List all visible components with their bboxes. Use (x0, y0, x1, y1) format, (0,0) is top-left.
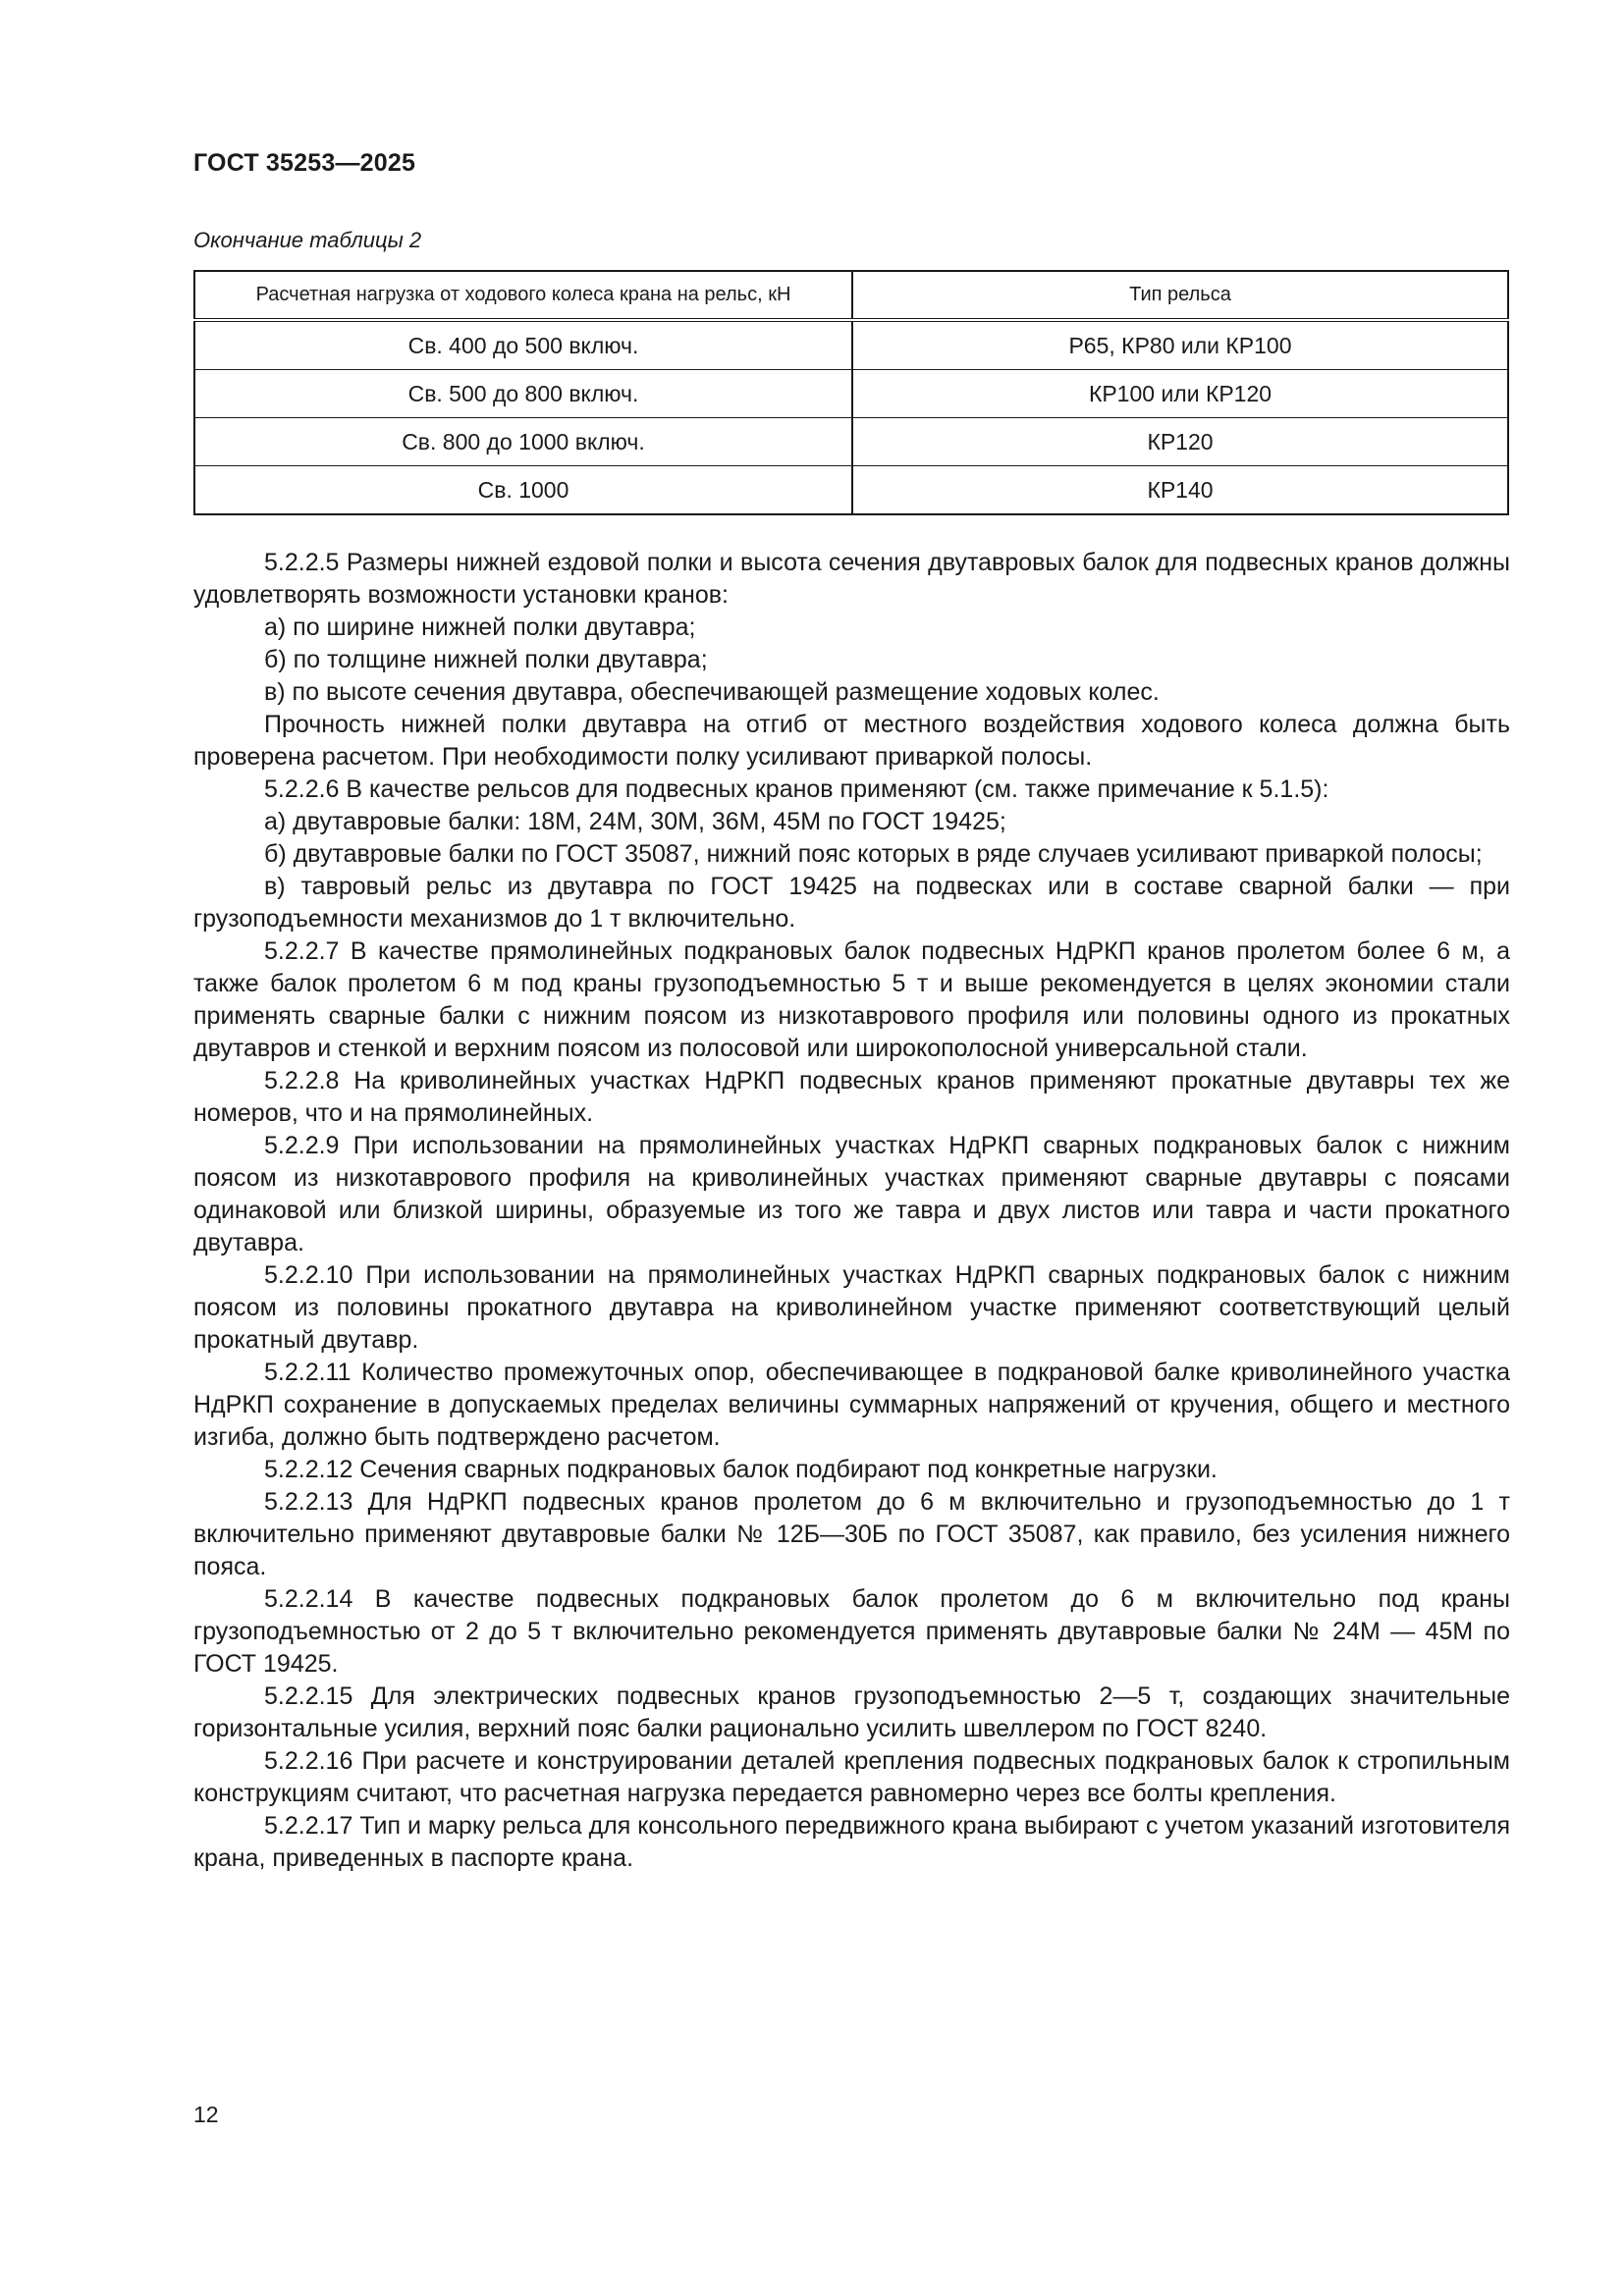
table-row (194, 370, 1508, 418)
table-cell-rail-type: КР140 (852, 466, 1508, 515)
table-row (194, 466, 1508, 515)
body-text (193, 547, 1510, 1875)
table-cell-rail-type: Р65, КР80 или КР100 (852, 320, 1508, 370)
table-caption: Окончание таблицы 2 (193, 228, 422, 252)
table-header-row (194, 271, 1508, 320)
document-header: ГОСТ 35253—2025 (193, 149, 416, 177)
paragraph: 5.2.2.8 На криволинейных участках НдРКП подвесных кранов применяют прокатные двутавры тех же номеров, что и на прямолинейных. (193, 1067, 1510, 1127)
paragraph: 5.2.2.16 При расчете и конструировании деталей крепления подвесных подкрановых балок к стропильным конструкциям считают, что расчетная нагрузка передается равномерно через все болты крепления. (193, 1747, 1510, 1807)
table-cell-load: Св. 500 до 800 включ. (194, 370, 852, 418)
paragraph: 5.2.2.9 При использовании на прямолинейных участках НдРКП сварных подкрановых балок с нижним поясом из низкотаврового профиля на криволинейных участках применяют сварные двутавры с поясами одинаковой или близкой ширины, образуемые из того же тавра и двух листов или тавра и части прокатного двутавра. (193, 1132, 1510, 1256)
rail-type-table (193, 270, 1509, 515)
column-header-load: Расчетная нагрузка от ходового колеса крана на рельс, кН (194, 271, 852, 320)
paragraph: в) по высоте сечения двутавра, обеспечивающей размещение ходовых колес. (264, 678, 1160, 706)
table-cell-rail-type: КР120 (852, 418, 1508, 466)
page-number: 12 (193, 2102, 219, 2127)
paragraph: 5.2.2.5 Размеры нижней ездовой полки и высота сечения двутавровых балок для подвесных кранов должны удовлетворять возможности установки кранов: (193, 549, 1510, 609)
paragraph: Прочность нижней полки двутавра на отгиб от местного воздействия ходового колеса должна быть проверена расчетом. При необходимости полку усиливают приваркой полосы. (193, 711, 1510, 771)
table-cell-rail-type: КР100 или КР120 (852, 370, 1508, 418)
table-cell-load: Св. 1000 (194, 466, 852, 515)
paragraph: б) по толщине нижней полки двутавра; (264, 646, 708, 673)
paragraph: 5.2.2.15 Для электрических подвесных кранов грузоподъемностью 2—5 т, создающих значительные горизонтальные усилия, верхний пояс балки рационально усилить швеллером по ГОСТ 8240. (193, 1682, 1510, 1742)
table-cell-load: Св. 800 до 1000 включ. (194, 418, 852, 466)
paragraph: 5.2.2.11 Количество промежуточных опор, обеспечивающее в подкрановой балке криволинейного участка НдРКП сохранение в допускаемых пределах величины суммарных напряжений от кручения, общего и местного изгиба, должно быть подтверждено расчетом. (193, 1359, 1510, 1451)
table-row (194, 418, 1508, 466)
paragraph: 5.2.2.6 В качестве рельсов для подвесных кранов применяют (см. также примечание к 5.1.5): (264, 775, 1329, 803)
paragraph: в) тавровый рельс из двутавра по ГОСТ 19425 на подвесках или в составе сварной балки — при грузоподъемности механизмов до 1 т включительно. (193, 873, 1510, 933)
paragraph: 5.2.2.7 В качестве прямолинейных подкрановых балок подвесных НдРКП кранов пролетом более 6 м, а также балок пролетом 6 м под краны грузоподъемностью 5 т и выше рекомендуется в целях экономии стали применять сварные балки с нижним поясом из низкотаврового профиля или половины одного из прокатных двутавров и стенкой и верхним поясом из полосовой или широкополосной универсальной стали. (193, 937, 1510, 1062)
paragraph: а) двутавровые балки: 18М, 24М, 30М, 36М, 45М по ГОСТ 19425; (264, 808, 1006, 835)
paragraph: 5.2.2.17 Тип и марку рельса для консольного передвижного крана выбирают с учетом указаний изготовителя крана, приведенных в паспорте крана. (193, 1812, 1510, 1872)
paragraph: б) двутавровые балки по ГОСТ 35087, нижний пояс которых в ряде случаев усиливают приваркой полосы; (264, 840, 1483, 868)
paragraph: 5.2.2.10 При использовании на прямолинейных участках НдРКП сварных подкрановых балок с нижним поясом из половины прокатного двутавра на криволинейном участке применяют соответствующий целый прокатный двутавр. (193, 1261, 1510, 1354)
column-header-rail-type: Тип рельса (852, 271, 1508, 320)
paragraph: 5.2.2.14 В качестве подвесных подкрановых балок пролетом до 6 м включительно под краны грузоподъемностью от 2 до 5 т включительно рекомендуется применять двутавровые балки № 24М — 45М по ГОСТ 19425. (193, 1585, 1510, 1678)
table-cell-load: Св. 400 до 500 включ. (194, 320, 852, 370)
paragraph: 5.2.2.13 Для НдРКП подвесных кранов пролетом до 6 м включительно и грузоподъемностью до 1 т включительно применяют двутавровые балки № 12Б—30Б по ГОСТ 35087, как правило, без усиления нижнего пояса. (193, 1488, 1510, 1580)
paragraph: 5.2.2.12 Сечения сварных подкрановых балок подбирают под конкретные нагрузки. (264, 1456, 1218, 1483)
table-row (194, 320, 1508, 370)
paragraph: а) по ширине нижней полки двутавра; (264, 614, 696, 641)
